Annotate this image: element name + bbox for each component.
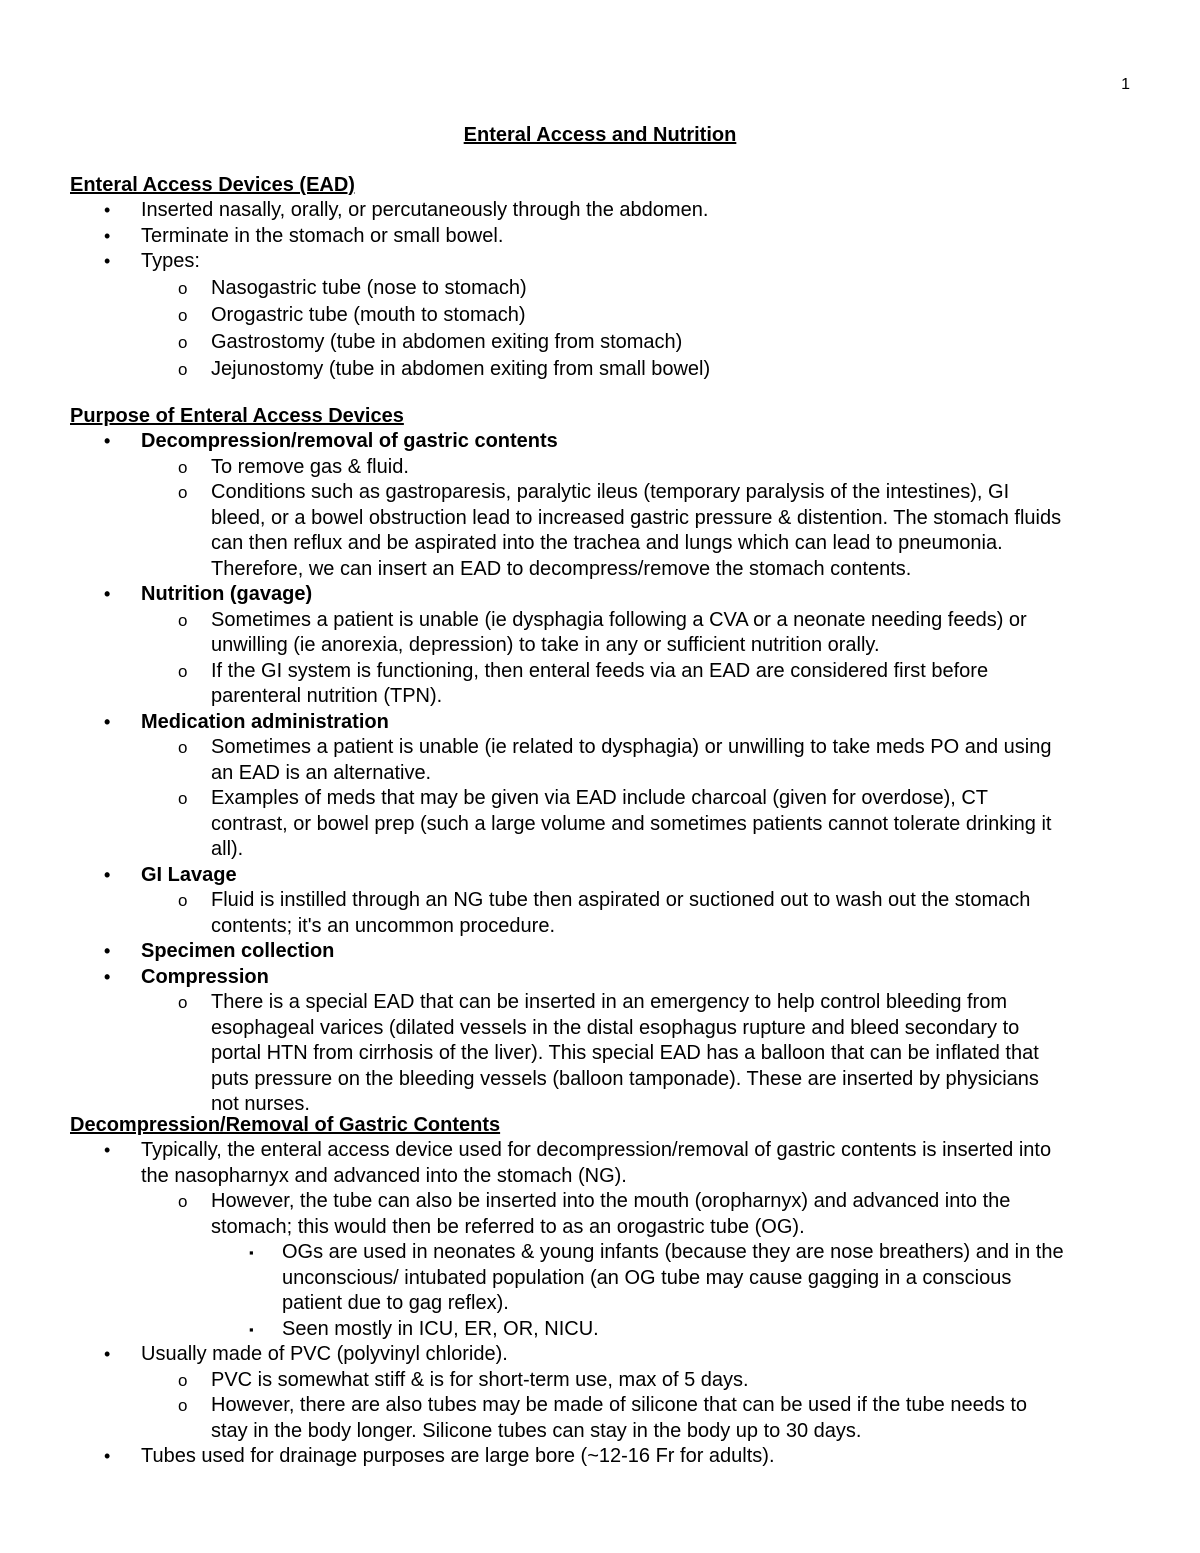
list-item [70, 1240, 1135, 1266]
bullet-icon: • [104, 1140, 111, 1160]
list-item-text: Fluid is instilled through an NG tube then aspirated or suctioned out to wash out the stomach [211, 889, 1031, 911]
list-item-text: Seen mostly in ICU, ER, OR, NICU. [282, 1317, 599, 1340]
section-heading: Enteral Access Devices (EAD) [70, 174, 355, 196]
list-item [70, 429, 1135, 455]
list-item-text: Decompression/removal of gastric contents [141, 430, 558, 452]
list-item-continuation: an EAD is an alternative. [211, 761, 432, 784]
list-item [70, 1444, 1135, 1470]
bullet-icon: • [104, 584, 111, 604]
list-item [70, 888, 1135, 914]
list-item-text: Specimen collection [141, 940, 335, 962]
bullet-icon: • [104, 225, 111, 246]
list-item [70, 480, 1135, 506]
list-item [70, 302, 1135, 329]
list-item-continuation: all). [211, 838, 244, 860]
list-item-continuation: patient due to gag reflex). [282, 1292, 509, 1314]
circle-bullet-icon: o [178, 993, 188, 1012]
list-item [70, 582, 1135, 608]
list-item-continuation: parenteral nutrition (TPN). [211, 685, 443, 707]
list-item-text: Medication administration [141, 710, 389, 733]
list-item-continuation: puts pressure on the bleeding vessels (balloon tamponade). These are inserted by physicians [211, 1067, 1039, 1090]
list-item-continuation: stomach; this would then be referred to as an orogastric tube (OG). [211, 1215, 805, 1238]
list-item [70, 455, 1135, 481]
list-item-text: Inserted nasally, orally, or percutaneously through the abdomen. [141, 199, 709, 221]
list-item-text: Compression [141, 965, 269, 988]
list-item [70, 863, 1135, 889]
list-item [70, 965, 1135, 991]
list-item-text: There is a special EAD that can be inserted in an emergency to help control bleeding from [211, 991, 1007, 1013]
list-item-text: Nasogastric tube (nose to stomach) [211, 276, 527, 299]
circle-bullet-icon: o [178, 457, 188, 477]
section-purpose-of-eads [70, 404, 1135, 1118]
circle-bullet-icon: o [178, 738, 188, 757]
circle-bullet-icon: o [178, 305, 188, 325]
circle-bullet-icon: o [178, 1396, 188, 1415]
list-item-continuation: unwilling (ie anorexia, depression) to take in any or sufficient nutrition orally. [211, 634, 880, 656]
list-item-text: Types: [141, 250, 200, 272]
list-item [70, 198, 1135, 224]
list-item-continuation: the nasopharnyx and advanced into the stomach (NG). [141, 1164, 627, 1187]
list-item-text: However, the tube can also be inserted into the mouth (oropharnyx) and advanced into the [211, 1190, 1011, 1212]
list-item-continuation: Therefore, we can insert an EAD to decompress/remove the stomach contents. [211, 557, 912, 580]
list-item [70, 1342, 1135, 1368]
list-item [70, 224, 1135, 250]
list-item-text: If the GI system is functioning, then enteral feeds via an EAD are considered first before [211, 659, 989, 682]
circle-bullet-icon: o [178, 789, 188, 808]
list-item [70, 735, 1135, 761]
list-item-text: Examples of meds that may be given via EAD include charcoal (given for overdose), CT [211, 787, 989, 809]
bullet-icon: • [104, 941, 111, 961]
circle-bullet-icon: o [178, 610, 188, 630]
list-item-continuation: esophageal varices (dilated vessels in the distal esophagus rupture and bleed secondary to [211, 1016, 1020, 1039]
circle-bullet-icon: o [178, 359, 188, 379]
list-item [70, 1189, 1135, 1215]
document-title: Enteral Access and Nutrition [463, 124, 737, 146]
bullet-icon: • [104, 966, 111, 987]
list-item [70, 249, 1135, 275]
circle-bullet-icon: o [178, 332, 188, 352]
square-bullet-icon: ▪ [249, 1321, 254, 1337]
list-item-text: Terminate in the stomach or small bowel. [141, 224, 504, 247]
section-heading: Decompression/Removal of Gastric Contents [70, 1114, 501, 1136]
bullet-icon: • [104, 200, 111, 220]
list-item-text: Sometimes a patient is unable (ie related to dysphagia) or unwilling to take meds PO and using [211, 736, 1052, 758]
list-item-text: Typically, the enteral access device used for decompression/removal of gastric contents is inserted into [141, 1139, 1052, 1161]
list-item [70, 356, 1135, 383]
circle-bullet-icon: o [178, 661, 188, 681]
list-item-text: Conditions such as gastroparesis, paralytic ileus (temporary paralysis of the intestines), GI [211, 481, 1010, 503]
circle-bullet-icon: o [178, 1192, 188, 1211]
page-number: 1 [1121, 76, 1130, 93]
bullet-icon: • [104, 864, 111, 885]
list-item-continuation: stay in the body longer. Silicone tubes can stay in the body up to 30 days. [211, 1419, 862, 1442]
bullet-icon: • [104, 1446, 111, 1466]
list-item [70, 990, 1135, 1016]
circle-bullet-icon: o [178, 891, 188, 910]
section-enteral-access-devices [70, 173, 1135, 383]
list-item-continuation: unconscious/ intubated population (an OG tube may cause gagging in a conscious [282, 1266, 1012, 1289]
section-heading: Purpose of Enteral Access Devices [70, 405, 404, 427]
list-item-text: Jejunostomy (tube in abdomen exiting from small bowel) [211, 357, 711, 380]
list-item [70, 1317, 1135, 1343]
list-item-text: OGs are used in neonates & young infants (because they are nose breathers) and in the [282, 1241, 1064, 1263]
list-item [70, 710, 1135, 736]
list-item-text: Orogastric tube (mouth to stomach) [211, 303, 526, 326]
list-item-text: GI Lavage [141, 863, 237, 886]
list-item-continuation: contrast, or bowel prep (such a large volume and sometimes patients cannot tolerate drinking it [211, 812, 1052, 835]
bullet-icon: • [104, 431, 111, 451]
bullet-icon: • [104, 1344, 111, 1364]
list-item-text: Nutrition (gavage) [141, 583, 313, 605]
list-item-continuation: not nurses. [211, 1093, 310, 1115]
list-item-text: However, there are also tubes may be made of silicone that can be used if the tube needs to [211, 1394, 1028, 1416]
list-item [70, 275, 1135, 302]
bullet-icon: • [104, 711, 111, 732]
square-bullet-icon: ▪ [249, 1245, 254, 1260]
list-item [70, 1393, 1135, 1419]
list-item [70, 1138, 1135, 1164]
circle-bullet-icon: o [178, 1370, 188, 1390]
list-item-continuation: contents; it's an uncommon procedure. [211, 914, 556, 937]
list-item-text: PVC is somewhat stiff & is for short-term use, max of 5 days. [211, 1368, 749, 1391]
list-item [70, 1368, 1135, 1394]
bullet-icon: • [104, 251, 111, 271]
list-item [70, 786, 1135, 812]
list-item [70, 939, 1135, 965]
list-item-continuation: bleed, or a bowel obstruction lead to increased gastric pressure & distention. The stomach fluids [211, 506, 1062, 529]
section-decompression-removal [70, 1113, 1135, 1470]
list-item-text: Usually made of PVC (polyvinyl chloride). [141, 1343, 508, 1365]
list-item-text: To remove gas & fluid. [211, 455, 409, 478]
list-item-text: Tubes used for drainage purposes are large bore (~12-16 Fr for adults). [141, 1445, 775, 1467]
list-item [70, 659, 1135, 685]
circle-bullet-icon: o [178, 483, 188, 502]
list-item-text: Gastrostomy (tube in abdomen exiting from stomach) [211, 330, 683, 353]
list-item-continuation: portal HTN from cirrhosis of the liver). This special EAD has a balloon that can be inflated that [211, 1042, 1039, 1064]
list-item-text: Sometimes a patient is unable (ie dysphagia following a CVA or a neonate needing feeds) or [211, 608, 1027, 631]
list-item-continuation: can then reflux and be aspirated into the trachea and lungs which can lead to pneumonia. [211, 532, 1003, 554]
list-item [70, 329, 1135, 356]
circle-bullet-icon: o [178, 278, 188, 298]
list-item [70, 608, 1135, 634]
